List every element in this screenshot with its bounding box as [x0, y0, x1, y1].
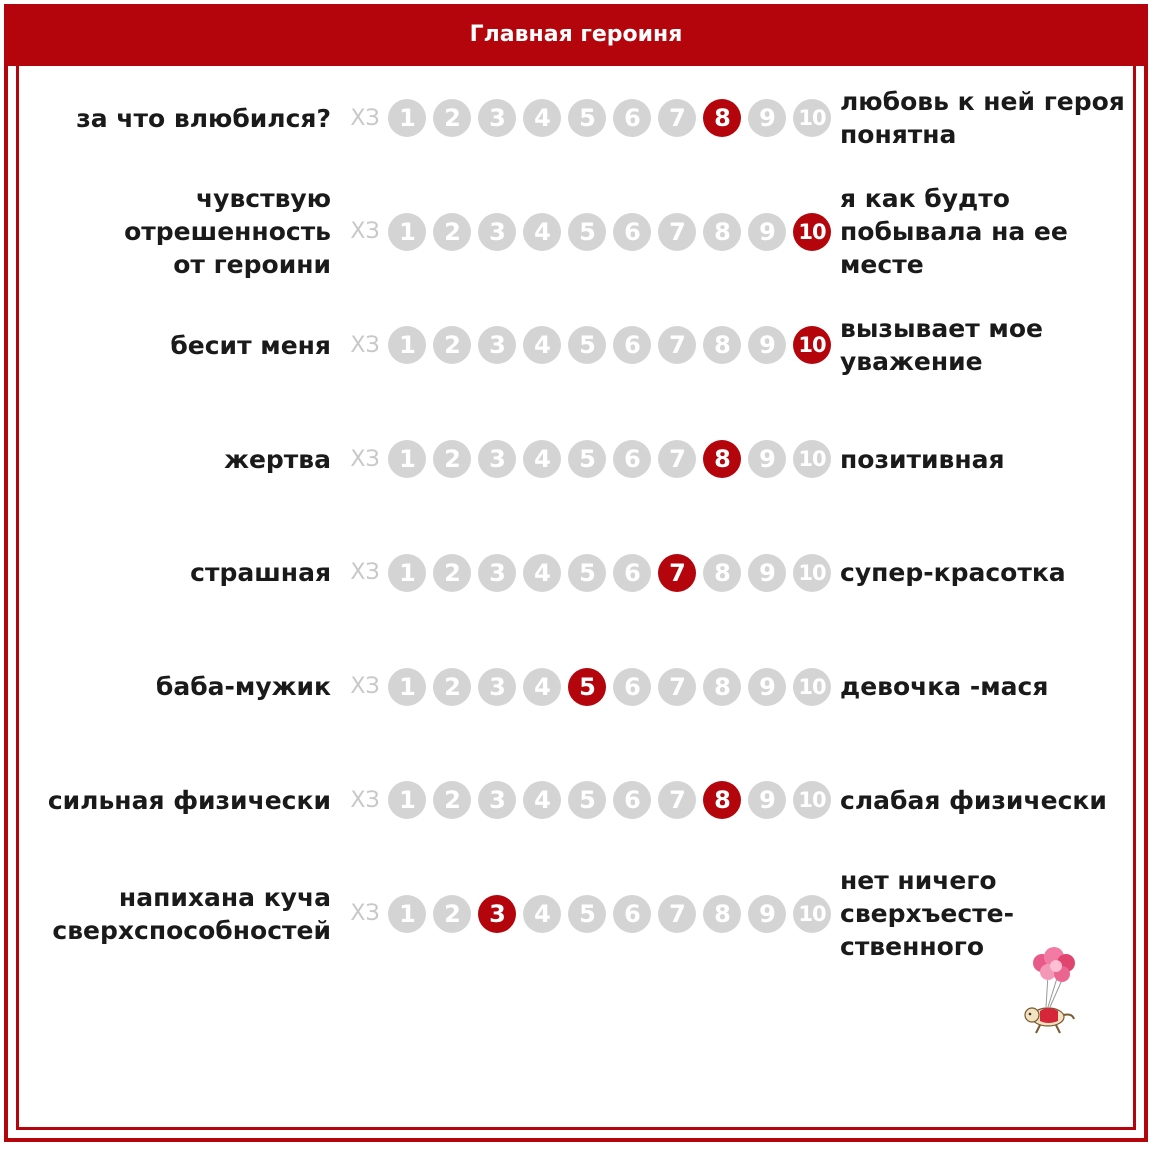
rating-dot[interactable]: 6	[613, 668, 651, 706]
rating-dot[interactable]: 3	[478, 440, 516, 478]
rating-dot[interactable]: 9	[748, 440, 786, 478]
rating-dot[interactable]: 7	[658, 440, 696, 478]
right-pole-label	[840, 518, 1066, 628]
rating-dot[interactable]: 2	[433, 213, 471, 251]
rating-dot[interactable]: 2	[433, 99, 471, 137]
rating-scale	[345, 177, 838, 287]
rating-dot[interactable]: 7	[658, 326, 696, 364]
unsure-option[interactable]: ХЗ	[350, 105, 380, 131]
rating-dot[interactable]: 3	[478, 99, 516, 137]
left-pole-line: сверхспособностей	[52, 915, 331, 945]
unsure-option[interactable]: ХЗ	[350, 219, 380, 245]
rating-dot[interactable]: 1	[388, 895, 426, 933]
right-pole-line: нет ничего	[840, 866, 997, 896]
rating-row	[0, 63, 1152, 173]
unsure-option[interactable]: ХЗ	[350, 901, 380, 927]
unsure-option[interactable]: ХЗ	[350, 446, 380, 472]
unsure-option[interactable]: ХЗ	[350, 560, 380, 586]
rating-dot[interactable]: 4	[523, 554, 561, 592]
rating-dot[interactable]: 1	[388, 781, 426, 819]
rating-row	[0, 859, 1152, 969]
rating-dot[interactable]: 3	[478, 326, 516, 364]
right-pole-line: понятна	[840, 120, 957, 149]
right-pole-label	[840, 290, 1043, 400]
right-pole-label	[840, 859, 1014, 969]
right-pole-line: сверхъесте-	[840, 899, 1014, 929]
rating-dot[interactable]: 10	[793, 440, 831, 478]
unsure-option[interactable]: ХЗ	[350, 332, 380, 358]
rating-dot[interactable]: 1	[388, 213, 426, 251]
rating-dot[interactable]: 9	[748, 668, 786, 706]
right-pole-line: вызывает мое	[840, 314, 1043, 344]
right-pole-line: ственного	[840, 932, 985, 962]
balloons-dog-icon	[1018, 945, 1088, 1040]
left-pole-label	[190, 518, 331, 628]
right-pole-label	[840, 404, 1005, 514]
left-pole-label	[170, 290, 331, 400]
right-pole-label	[840, 745, 1107, 855]
left-pole-line: жертва	[224, 444, 331, 474]
rating-dot[interactable]: 7	[658, 668, 696, 706]
rating-dot[interactable]: 1	[388, 326, 426, 364]
rating-scale	[345, 859, 838, 969]
unsure-option[interactable]: ХЗ	[350, 787, 380, 813]
rating-dot[interactable]: 1	[388, 668, 426, 706]
right-pole-label	[840, 632, 1048, 742]
rating-dot[interactable]: 1	[388, 99, 426, 137]
right-pole-line: месте	[840, 250, 924, 280]
rating-dot[interactable]: 2	[433, 554, 471, 592]
rating-dot[interactable]: 8	[703, 554, 741, 592]
rating-scale	[345, 63, 838, 173]
rating-dot-selected[interactable]: 5	[568, 668, 606, 706]
rating-dot[interactable]: 1	[388, 554, 426, 592]
left-pole-line: отрешенность	[124, 217, 331, 247]
rating-row	[0, 404, 1152, 514]
left-pole-line: сильная физически	[47, 785, 331, 815]
rating-dot[interactable]: 6	[613, 895, 651, 933]
rating-dot[interactable]: 5	[568, 895, 606, 933]
rating-dot[interactable]: 9	[748, 895, 786, 933]
rating-dot[interactable]: 8	[703, 895, 741, 933]
rating-dot[interactable]: 6	[613, 554, 651, 592]
left-pole-label	[48, 745, 331, 855]
rating-dot[interactable]: 4	[523, 781, 561, 819]
rating-dot[interactable]: 8	[703, 213, 741, 251]
left-pole-label	[76, 63, 331, 173]
rating-dot[interactable]: 7	[658, 895, 696, 933]
rating-dot[interactable]: 7	[658, 213, 696, 251]
rating-dot[interactable]: 4	[523, 213, 561, 251]
rating-dot[interactable]: 6	[613, 213, 651, 251]
rating-dot[interactable]: 5	[568, 781, 606, 819]
rating-dot[interactable]: 5	[568, 554, 606, 592]
rating-dot[interactable]: 2	[433, 326, 471, 364]
left-pole-label	[224, 404, 331, 514]
rating-dot-selected[interactable]: 7	[658, 554, 696, 592]
rating-dot[interactable]: 3	[478, 668, 516, 706]
right-pole-label	[840, 177, 1068, 287]
rating-dot[interactable]: 6	[613, 440, 651, 478]
right-pole-line: я как будто	[840, 184, 1010, 214]
right-pole-line: любовь к ней героя	[840, 87, 1125, 116]
rating-scale	[345, 290, 838, 400]
left-pole-line: страшная	[190, 558, 331, 588]
rating-dot[interactable]: 6	[613, 781, 651, 819]
rating-dot[interactable]: 9	[748, 326, 786, 364]
rating-dot[interactable]: 4	[523, 326, 561, 364]
rating-dot[interactable]: 2	[433, 781, 471, 819]
right-pole-label	[840, 63, 1125, 173]
rating-dot[interactable]: 8	[703, 668, 741, 706]
right-pole-line: слабая физически	[840, 785, 1107, 815]
rating-scale	[345, 632, 838, 742]
left-pole-label	[124, 177, 331, 287]
left-pole-line: бесит меня	[170, 330, 331, 360]
rating-dot[interactable]: 9	[748, 213, 786, 251]
rating-dot[interactable]: 5	[568, 99, 606, 137]
left-pole-line: за что влюбился?	[76, 103, 331, 133]
rating-dot[interactable]: 6	[613, 99, 651, 137]
rating-dot[interactable]: 10	[793, 895, 831, 933]
rating-row	[0, 632, 1152, 742]
page-title: Главная героиня	[469, 21, 683, 47]
left-pole-label	[156, 632, 331, 742]
rating-dot-selected[interactable]: 3	[478, 895, 516, 933]
rating-row	[0, 177, 1152, 287]
rating-row	[0, 518, 1152, 628]
rating-dot[interactable]: 4	[523, 668, 561, 706]
rating-dot[interactable]: 3	[478, 213, 516, 251]
left-pole-line: чувствую	[195, 184, 331, 214]
rating-dot[interactable]: 10	[793, 781, 831, 819]
left-pole-line: от героини	[173, 250, 331, 280]
rating-dot[interactable]: 10	[793, 668, 831, 706]
rating-dot-selected[interactable]: 8	[703, 99, 741, 137]
rating-dot[interactable]: 6	[613, 326, 651, 364]
rating-dot[interactable]: 8	[703, 326, 741, 364]
rating-dot[interactable]: 9	[748, 781, 786, 819]
rating-dot-selected[interactable]: 8	[703, 781, 741, 819]
rating-dot[interactable]: 7	[658, 99, 696, 137]
right-pole-line: супер-красотка	[840, 558, 1066, 588]
rating-dot[interactable]: 5	[568, 213, 606, 251]
rating-dot[interactable]: 10	[793, 554, 831, 592]
rating-scale	[345, 745, 838, 855]
rating-dot-selected[interactable]: 8	[703, 440, 741, 478]
left-pole-line: баба-мужик	[155, 672, 331, 701]
rating-dot-selected[interactable]: 10	[793, 213, 831, 251]
rating-dot[interactable]: 2	[433, 440, 471, 478]
rating-dot[interactable]: 4	[523, 895, 561, 933]
rating-dot[interactable]: 10	[793, 99, 831, 137]
rating-dot[interactable]: 2	[433, 668, 471, 706]
rating-dot[interactable]: 7	[658, 781, 696, 819]
rating-row	[0, 745, 1152, 855]
rating-dot[interactable]: 5	[568, 440, 606, 478]
right-pole-line: уважение	[840, 347, 983, 377]
rating-dot[interactable]: 4	[523, 99, 561, 137]
rating-dot[interactable]: 9	[748, 554, 786, 592]
left-pole-line: напихана куча	[118, 882, 331, 912]
rating-dot[interactable]: 5	[568, 326, 606, 364]
rating-dot[interactable]: 9	[748, 99, 786, 137]
rating-dot[interactable]: 3	[478, 781, 516, 819]
rating-row	[0, 290, 1152, 400]
rating-scale	[345, 404, 838, 514]
right-pole-line: побывала на ее	[840, 217, 1068, 247]
right-pole-line: позитивная	[840, 444, 1005, 474]
rating-dot-selected[interactable]: 10	[793, 326, 831, 364]
unsure-option[interactable]: ХЗ	[350, 674, 380, 699]
rating-dot[interactable]: 2	[433, 895, 471, 933]
right-pole-line: девочка -мася	[840, 672, 1049, 701]
rating-dot[interactable]: 1	[388, 440, 426, 478]
left-pole-label	[52, 859, 331, 969]
rating-dot[interactable]: 3	[478, 554, 516, 592]
rating-dot[interactable]: 4	[523, 440, 561, 478]
rating-scale	[345, 518, 838, 628]
